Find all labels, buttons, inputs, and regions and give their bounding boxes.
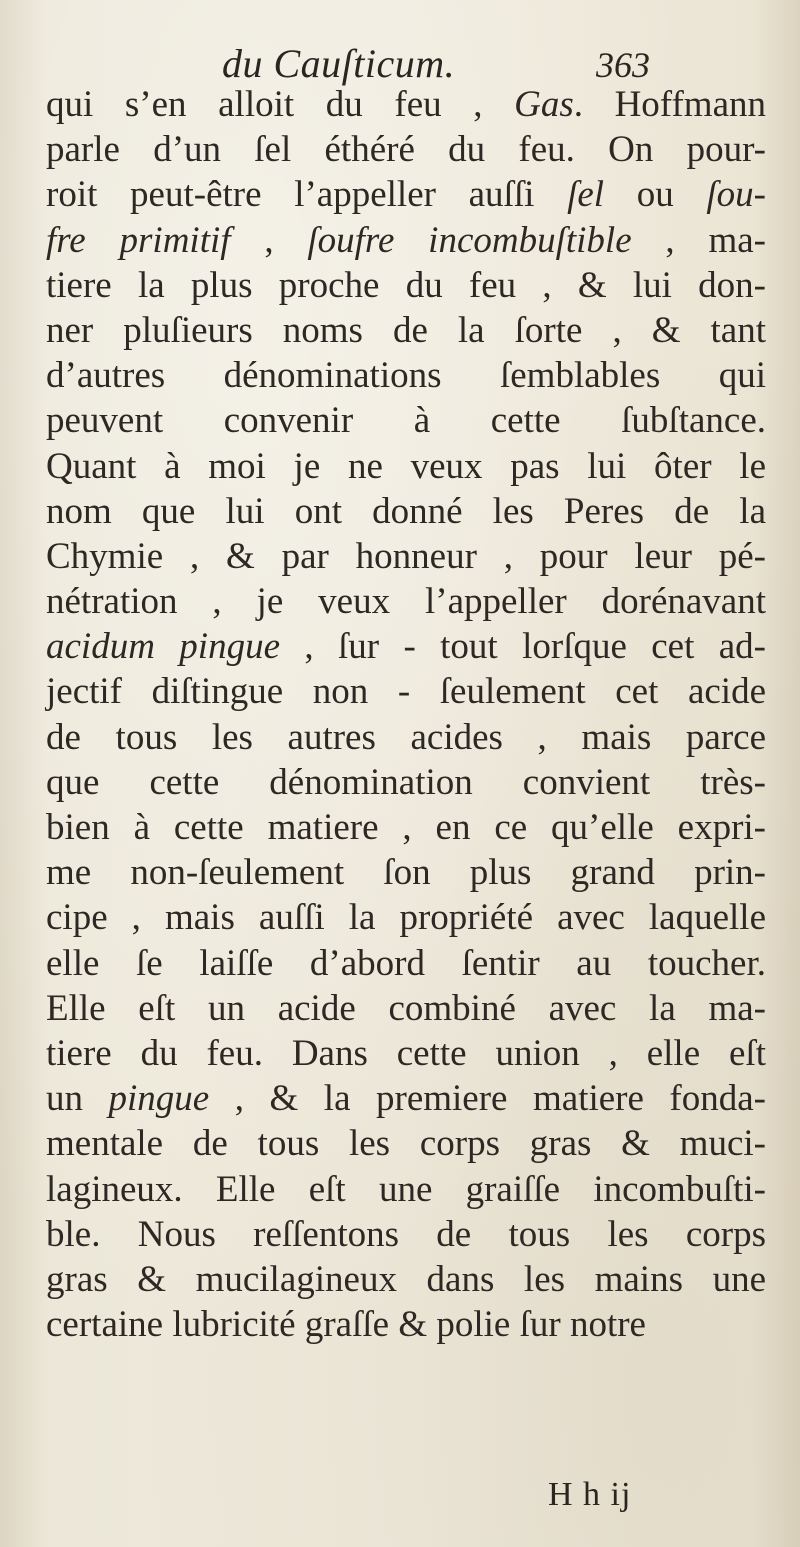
text-segment: tiere la plus proche du feu , & lui don- bbox=[46, 264, 766, 306]
text-segment: gras & mucilagineux dans les mains une bbox=[46, 1258, 766, 1300]
text-line bbox=[46, 263, 766, 308]
text-line bbox=[46, 986, 766, 1031]
text-line bbox=[46, 850, 766, 895]
text-segment: qui s’en alloit du feu , bbox=[46, 84, 515, 125]
text-line bbox=[46, 308, 766, 353]
text-segment: . Hoffmann bbox=[573, 84, 766, 125]
text-segment: roit peut-être l’appeller auſſi bbox=[46, 174, 568, 216]
text-line bbox=[46, 218, 766, 263]
text-line bbox=[46, 941, 766, 986]
body-text bbox=[46, 82, 766, 1347]
text-line bbox=[46, 579, 766, 624]
text-line bbox=[46, 534, 766, 579]
text-segment: , & la premiere matiere fonda- bbox=[209, 1078, 766, 1120]
text-segment: cipe , mais auſſi la propriété avec laquelle bbox=[46, 897, 766, 939]
text-segment: nom que lui ont donné les Peres de la bbox=[46, 490, 766, 532]
italic-text: ſel bbox=[567, 174, 605, 216]
text-segment: nétration , je veux l’appeller dorénavant bbox=[46, 581, 766, 623]
text-segment: peuvent convenir à cette ſubſtance. bbox=[46, 400, 766, 442]
text-segment: un bbox=[46, 1078, 109, 1120]
text-line bbox=[46, 1167, 766, 1212]
italic-text: ſou- bbox=[706, 174, 766, 216]
text-segment: parle d’un ſel éthéré du feu. On pour- bbox=[46, 129, 766, 171]
text-line bbox=[46, 398, 766, 443]
text-line bbox=[46, 805, 766, 850]
text-segment: d’autres dénominations ſemblables qui bbox=[46, 355, 766, 397]
text-segment: ble. Nous reſſentons de tous les corps bbox=[46, 1213, 766, 1255]
italic-text: ſoufre incombuſtible bbox=[307, 219, 632, 261]
text-segment: mentale de tous les corps gras & muci- bbox=[46, 1123, 766, 1165]
text-line bbox=[46, 444, 766, 489]
text-line bbox=[46, 669, 766, 714]
italic-text: pingue bbox=[108, 1078, 210, 1120]
text-line bbox=[46, 172, 766, 217]
text-segment: Quant à moi je ne veux pas lui ôter le bbox=[46, 445, 766, 487]
text-line bbox=[46, 624, 766, 669]
signature-mark: H h ij bbox=[548, 1476, 632, 1513]
text-segment: ner pluſieurs noms de la ſorte , & tant bbox=[46, 309, 766, 351]
italic-text: acidum pingue bbox=[46, 626, 280, 668]
text-segment: lagineux. Elle eſt une graiſſe incombuſti- bbox=[46, 1168, 766, 1210]
text-segment: que cette dénomination convient très- bbox=[46, 761, 766, 803]
text-line bbox=[46, 1121, 766, 1166]
text-segment: certaine lubricité graſſe & polie ſur notre bbox=[46, 1304, 646, 1346]
text-segment: , bbox=[230, 219, 308, 261]
text-segment: , ma- bbox=[631, 219, 766, 261]
italic-text: fre primitif bbox=[46, 219, 231, 261]
text-segment: elle ſe laiſſe d’abord ſentir au toucher. bbox=[46, 942, 766, 984]
text-segment: , ſur - tout lorſque cet ad- bbox=[280, 626, 767, 668]
text-line bbox=[46, 1257, 766, 1302]
italic-text: Gas bbox=[514, 84, 574, 125]
text-segment: ou bbox=[604, 174, 707, 216]
text-segment: tiere du feu. Dans cette union , elle eſt bbox=[46, 1032, 766, 1074]
text-line bbox=[46, 353, 766, 398]
text-line bbox=[46, 1212, 766, 1257]
text-line bbox=[46, 1031, 766, 1076]
text-line bbox=[46, 82, 766, 127]
text-line bbox=[46, 1302, 766, 1347]
text-line bbox=[46, 895, 766, 940]
text-segment: bien à cette matiere , en ce qu’elle expri- bbox=[46, 807, 766, 848]
text-line bbox=[46, 715, 766, 760]
text-segment: Elle eſt un acide combiné avec la ma- bbox=[46, 987, 766, 1029]
text-segment: jectif diſtingue non - ſeulement cet acide bbox=[46, 671, 766, 713]
text-segment: de tous les autres acides , mais parce bbox=[46, 716, 766, 758]
text-line bbox=[46, 1076, 766, 1121]
text-segment: Chymie , & par honneur , pour leur pé- bbox=[46, 535, 766, 577]
text-line bbox=[46, 127, 766, 172]
page-number: 363 bbox=[596, 45, 650, 85]
running-title: du Cauſticum. bbox=[222, 41, 456, 86]
text-line bbox=[46, 760, 766, 805]
text-segment: me non-ſeulement ſon plus grand prin- bbox=[46, 852, 766, 894]
text-line bbox=[46, 489, 766, 534]
